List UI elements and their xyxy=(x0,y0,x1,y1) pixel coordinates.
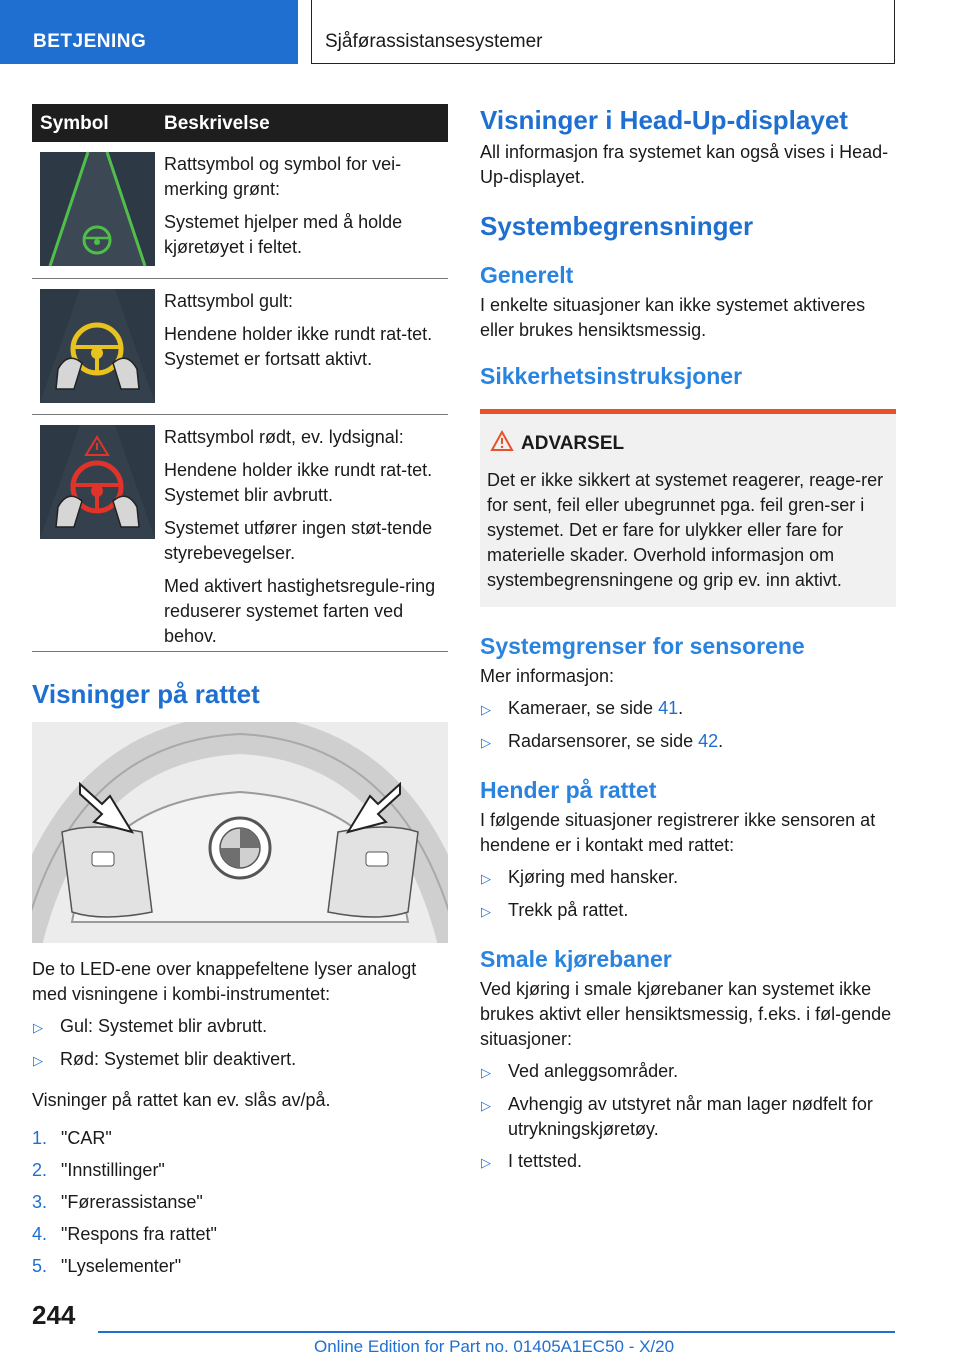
list-item: 4. "Respons fra rattet" xyxy=(32,1224,217,1244)
warning-box xyxy=(480,409,896,607)
list-item: ▷ Avhengig av utstyret når man lager nødfelt for utrykningskjøretøy. xyxy=(481,1094,873,1139)
symbol-table xyxy=(32,104,448,652)
steering-wheel-red-hands-warning-icon xyxy=(40,425,155,539)
toggle-note: Visninger på rattet kan ev. slås av/på. xyxy=(32,1090,331,1110)
table-row xyxy=(32,279,448,415)
list-item: ▷ Rød: Systemet blir deaktivert. xyxy=(33,1049,297,1069)
page-number: 244 xyxy=(32,1300,76,1330)
row2-line2: Hendene holder ikke rundt rat-tet. Systemet er fortsatt aktivt. xyxy=(164,324,433,369)
table-header xyxy=(32,104,448,142)
led-intro: De to LED-ene over knappefeltene lyser analogt med visningene i kombi-instrumentet: xyxy=(32,959,417,1004)
row3-line3: Systemet utfører ingen støt-tende styrebevegelser. xyxy=(164,518,433,563)
section-tab xyxy=(0,0,298,64)
steering-wheel-yellow-hands-icon xyxy=(40,289,155,403)
row1-line1: Rattsymbol og symbol for vei-merking grønt: xyxy=(164,154,402,199)
list-item: ▷ Gul: Systemet blir avbrutt. xyxy=(33,1016,268,1036)
edition-text: Online Edition for Part no. 01405A1EC50 - X/20 xyxy=(314,1337,675,1356)
list-item: ▷ Trekk på rattet. xyxy=(481,900,629,920)
list-item: 3. "Førerassistanse" xyxy=(32,1192,203,1212)
hands-text: I følgende situasjoner registrerer ikke sensoren at hendene er i kontakt med rattet: xyxy=(480,810,876,855)
row3-line4: Med aktivert hastighetsregule-ring reduserer systemet farten ved behov. xyxy=(164,576,436,646)
page-link-41[interactable]: 41 xyxy=(658,698,679,718)
list-item: ▷ Kjøring med hansker. xyxy=(481,867,679,887)
heading-safety: Sikkerhetsinstruksjoner xyxy=(480,363,743,389)
heading-hud: Visninger i Head-Up-displayet xyxy=(480,105,848,135)
steps-list xyxy=(32,1126,448,1279)
list-item: ▷ Kameraer, se side 41. xyxy=(481,698,684,718)
hud-text: All informasjon fra systemet kan også vises i Head-Up-displayet. xyxy=(480,142,889,187)
general-text: I enkelte situasjoner kan ikke systemet aktiveres eller brukes hensiktsmessig. xyxy=(480,295,866,340)
chapter-title: Sjåførassistansesystemer xyxy=(325,31,543,52)
warning-title: ADVARSEL xyxy=(521,433,625,454)
page-link-42[interactable]: 42 xyxy=(698,731,719,751)
heading-hands-on-wheel: Hender på rattet xyxy=(480,777,657,803)
footer-divider xyxy=(98,1331,895,1333)
list-item: ▷ Ved anleggsområder. xyxy=(481,1061,679,1081)
list-item: ▷ I tettsted. xyxy=(481,1151,583,1171)
narrow-text: Ved kjøring i smale kjørebaner kan systemet ikke brukes aktivt eller hensiktsmessig, f.eks. i føl-gende situasjoner: xyxy=(480,979,892,1049)
row1-line2: Systemet hjelper med å holde kjøretøyet i feltet. xyxy=(164,212,403,257)
list-item: 1. "CAR" xyxy=(32,1128,112,1148)
row2-line1: Rattsymbol gult: xyxy=(164,291,294,311)
table-row xyxy=(32,142,448,279)
right-column xyxy=(480,104,896,1175)
col-symbol-header: Symbol xyxy=(40,113,109,134)
row3-line1: Rattsymbol rødt, ev. lydsignal: xyxy=(164,427,404,447)
row3-line2: Hendene holder ikke rundt rat-tet. Systemet blir avbrutt. xyxy=(164,460,433,505)
heading-narrow-lanes: Smale kjørebaner xyxy=(480,946,672,972)
list-item: ▷ Radarsensorer, se side 42. xyxy=(481,731,724,751)
steering-wheel-photo xyxy=(32,722,448,943)
section-title: BETJENING xyxy=(33,31,147,52)
heading-steering-displays: Visninger på rattet xyxy=(32,679,260,709)
warning-triangle-icon xyxy=(487,430,521,458)
list-item: 5. "Lyselementer" xyxy=(32,1256,182,1276)
heading-general: Generelt xyxy=(480,262,574,288)
list-item: 2. "Innstillinger" xyxy=(32,1160,165,1180)
warning-header xyxy=(487,430,888,458)
col-desc-header: Beskrivelse xyxy=(164,113,270,134)
more-info-text: Mer informasjon: xyxy=(480,666,615,686)
warning-text: Det er ikke sikkert at systemet reagerer, reage-rer for sent, feil eller ubegrunnet pga. feil gren-ser i systemet. Det er fare for ulykker eller fare for materielle skader. Overhold informasjon om systembegrensningene og grip ev. inn aktivt. xyxy=(487,470,884,590)
table-row xyxy=(32,415,448,652)
chapter-tab xyxy=(311,0,895,64)
heading-limits: Systembegrensninger xyxy=(480,211,754,241)
left-column xyxy=(32,104,448,1279)
heading-sensor-limits: Systemgrenser for sensorene xyxy=(480,633,805,659)
steering-wheel-green-icon xyxy=(40,152,155,266)
